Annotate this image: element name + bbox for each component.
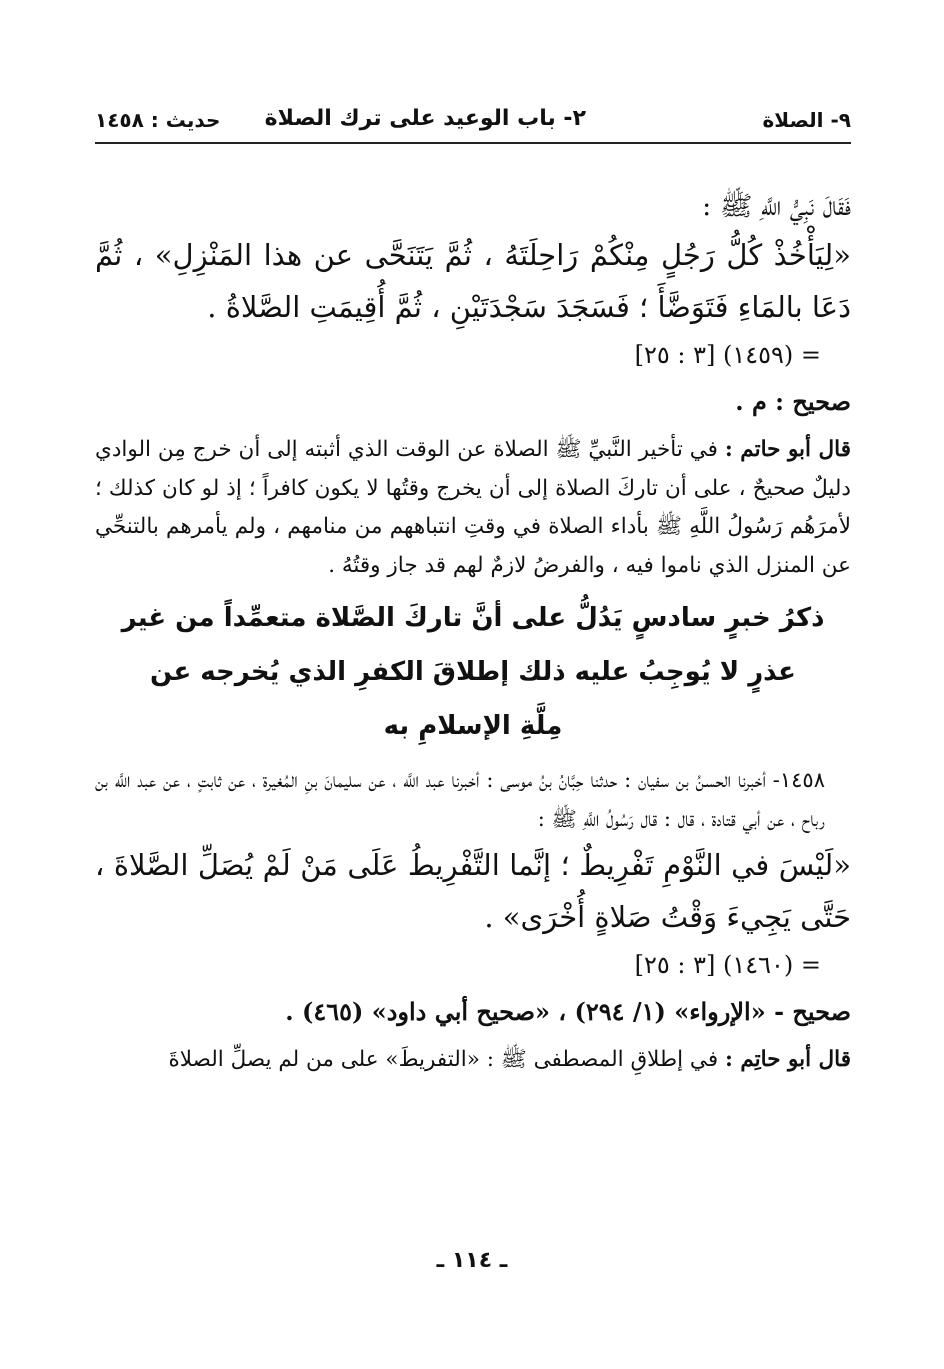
- cross-reference-2: = (١٤٦٠) [٣ : ٢٥]: [634, 951, 821, 979]
- commentary-2-label: قال أبو حاتِم :: [724, 1047, 851, 1072]
- page-body: [95, 185, 851, 1080]
- chapter-heading-line-2: عذرٍ لا يُوجِبُ عليه ذلك إطلاقَ الكفرِ الذي يُخرجه عن: [150, 657, 796, 687]
- page-number: ـ ١١٤ ـ: [436, 1248, 508, 1273]
- hadith-quote-2: «لَيْسَ في النَّوْمِ تَفْرِيطٌ ؛ إنَّما التَّفْرِيطُ عَلَى مَنْ لَمْ يُصَلِّ الصَّلاةَ ، حَتَّى يَجِيءَ وَقْتُ صَلاةٍ أُخْرَى» .: [95, 848, 851, 934]
- isnad-chain: ١٤٥٨- أخبرنا الحسنُ بن سفيان : حدثنا حِبَّانُ بنُ موسى : أخبرنا عبد اللَّه ، عن سليمانَ بنِ المُغيرة ، عن ثابتٍ ، عن عبد اللَّه بن رباح ، عن أبي قتادة ، قال : قال رَسُولُ اللَّهِ ﷺ :: [95, 768, 825, 831]
- grading-1: صحيح : م .: [735, 387, 851, 416]
- cross-reference-1: = (١٤٥٩) [٣ : ٢٥]: [634, 341, 821, 369]
- header-book-chapter: ٩- الصلاة: [762, 108, 851, 132]
- chapter-heading-line-1: ذكرُ خبرٍ سادسٍ يَدُلُّ على أنَّ تاركَ الصَّلاة متعمِّداً من غير: [121, 603, 825, 633]
- commentary-1-text: في تأخير النَّبيِّ ﷺ الصلاة عن الوقت الذي أثبته إلى أن خرج مِن الوادي دليلٌ صحيحٌ ، على أن تاركَ الصلاة إلى أن يخرج وقتُها لا يكون كافراً ؛ إذ لو كان كذلك ؛ لأمرَهُم رَسُولُ اللَّهِ ﷺ بأداء الصلاة في وقتِ انتباههم من منامهم ، ولم يأمرهم بالتنحِّي عن المنزل الذي ناموا فيه ، والفرضُ لازمٌ لهم قد جاز وقتُهُ .: [95, 437, 851, 578]
- chapter-heading: [95, 591, 851, 753]
- commentary-1-label: قال أبو حاتم :: [724, 437, 851, 462]
- intro-line: فَقَالَ نَبِيُّ اللَّهِ ﷺ :: [702, 191, 851, 222]
- commentary-2: [95, 1041, 851, 1080]
- commentary-2-text: في إطلاقِ المصطفى ﷺ : «التفريطَ» على من لم يصلِّ الصلاةَ: [168, 1047, 719, 1072]
- running-header: [95, 106, 851, 144]
- header-hadith-number: حديث : ١٤٥٨: [95, 108, 221, 132]
- hadith-quote-1: «لِيَأْخُذْ كُلُّ رَجُلٍ مِنْكُمْ رَاحِلَتَهُ ، ثُمَّ يَتَنَحَّى عن هذا المَنْزِلِ» ، ثُمَّ دَعَا بالمَاءِ فَتَوَضَّأَ ؛ فَسَجَدَ سَجْدَتَيْنِ ، ثُمَّ أُقِيمَتِ الصَّلاةُ .: [95, 238, 851, 324]
- header-section-title: ٢- باب الوعيد على ترك الصلاة: [264, 106, 586, 131]
- grading-2: صحيح - «الإرواء» (١/ ٢٩٤) ، «صحيح أبي داود» (٤٦٥) .: [285, 997, 851, 1026]
- chapter-heading-line-3: مِلَّةِ الإسلامِ به: [383, 711, 563, 741]
- commentary-1: [95, 431, 851, 585]
